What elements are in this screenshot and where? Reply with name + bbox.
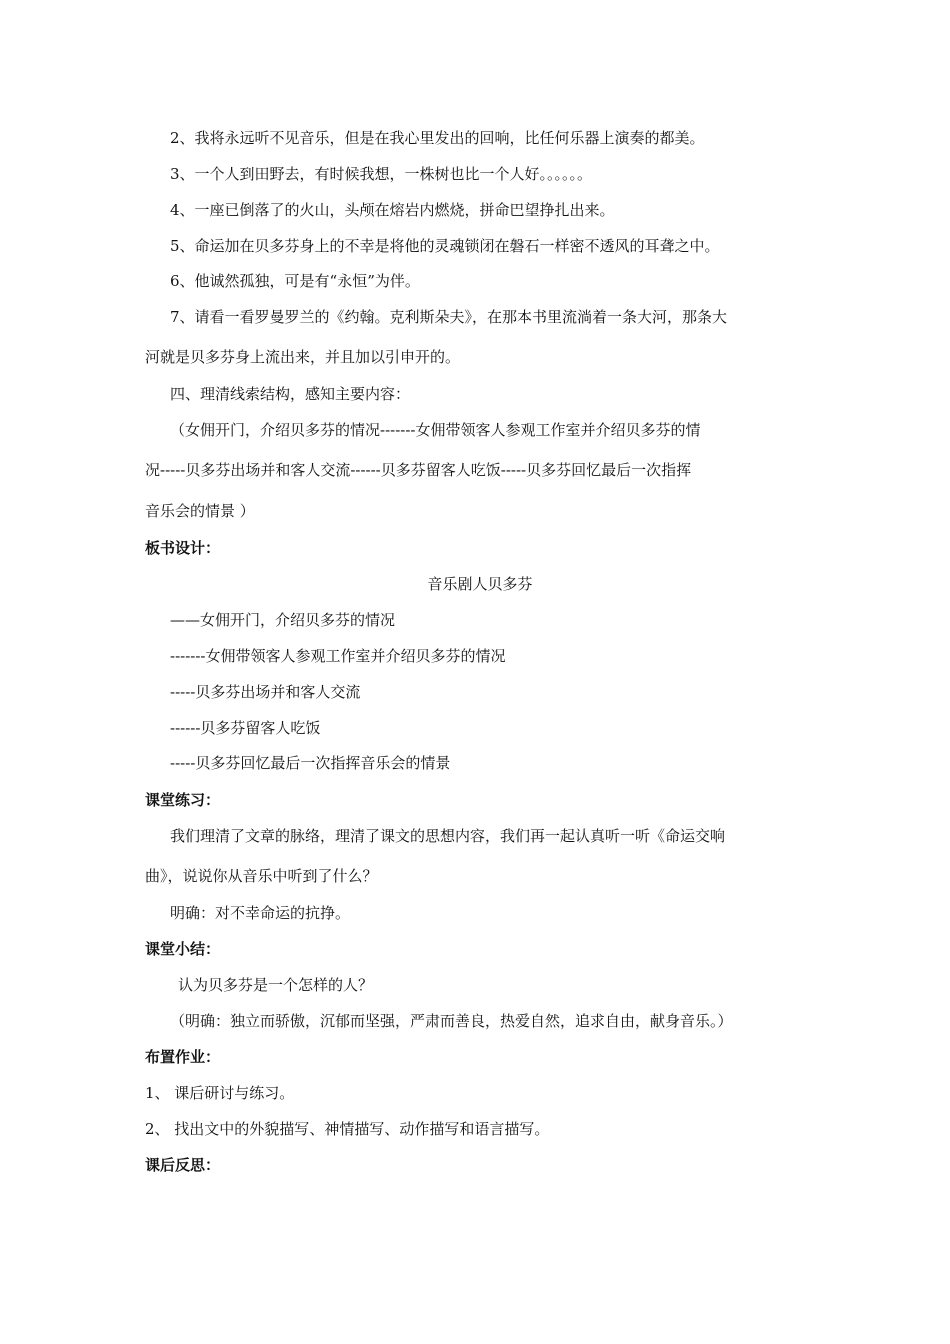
homework-item-1: 1、 课后研讨与练习。 [145, 1084, 295, 1102]
item-3: 3、一个人到田野去，有时候我想，一株树也比一个人好。。。。。。 [170, 165, 593, 183]
section-4-line-3: 音乐会的情景 ） [145, 502, 255, 520]
practice-answer: 明确：对不幸命运的抗挣。 [170, 904, 351, 922]
summary-heading: 课堂小结： [145, 940, 221, 958]
homework-heading: 布置作业： [145, 1048, 221, 1066]
section-4-heading: 四、理清线索结构，感知主要内容： [170, 385, 411, 403]
item-4: 4、一座已倒落了的火山，头颅在熔岩内燃烧，拼命巴望挣扎出来。 [170, 201, 615, 219]
board-line-1: ——女佣开门，介绍贝多芬的情况 [170, 611, 396, 629]
item-2: 2、我将永远听不见音乐，但是在我心里发出的回响，比任何乐器上演奏的都美。 [170, 129, 705, 147]
board-line-2: -------女佣带领客人参观工作室并介绍贝多芬的情况 [170, 647, 506, 665]
item-6: 6、他诚然孤独，可是有“永恒”为伴。 [170, 272, 420, 290]
summary-answer: （明确：独立而骄傲，沉郁而坚强，严肃而善良，热爱自然，追求自由，献身音乐。） [170, 1012, 733, 1030]
board-line-3: -----贝多芬出场并和客人交流 [170, 683, 361, 701]
summary-question: 认为贝多芬是一个怎样的人？ [178, 976, 374, 994]
board-line-4: ------贝多芬留客人吃饭 [170, 719, 321, 737]
item-7-line-1: 7、请看一看罗曼罗兰的《约翰。克利斯朵夫》，在那本书里流淌着一条大河，那条大 [170, 308, 728, 326]
practice-heading: 课堂练习： [145, 791, 221, 809]
practice-line-2: 曲》，说说你从音乐中听到了什么？ [145, 867, 378, 885]
reflection-heading: 课后反思： [145, 1156, 221, 1174]
item-7-line-2: 河就是贝多芬身上流出来，并且加以引申开的。 [145, 348, 461, 366]
board-line-5: -----贝多芬回忆最后一次指挥音乐会的情景 [170, 754, 451, 772]
board-heading: 板书设计： [145, 539, 221, 557]
section-4-line-1: （女佣开门，介绍贝多芬的情况-------女佣带领客人参观工作室并介绍贝多芬的情 [170, 421, 701, 439]
homework-item-2: 2、 找出文中的外貌描写、神情描写、动作描写和语言描写。 [145, 1120, 550, 1138]
section-4-line-2: 况-----贝多芬出场并和客人交流------贝多芬留客人吃饭-----贝多芬回忆最后一次指挥 [145, 461, 692, 479]
board-title: 音乐剧人贝多芬 [427, 575, 533, 593]
item-5: 5、命运加在贝多芬身上的不幸是将他的灵魂锁闭在磐石一样密不透风的耳聋之中。 [170, 237, 720, 255]
practice-line-1: 我们理清了文章的脉络，理清了课文的思想内容，我们再一起认真听一听《命运交响 [170, 827, 726, 845]
